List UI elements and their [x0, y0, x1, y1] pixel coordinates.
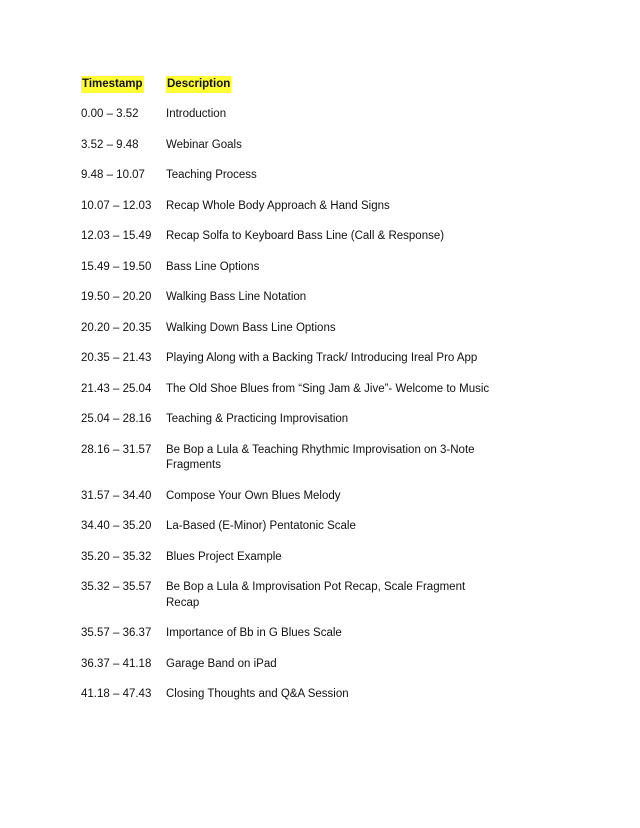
timestamp-table — [81, 107, 581, 718]
timestamp-cell: 36.37 – 41.18 — [81, 657, 152, 670]
description-cell: Be Bop a Lula & Teaching Rhythmic Improvisation on 3-Note Fragments — [166, 443, 475, 471]
description-cell: Be Bop a Lula & Improvisation Pot Recap, Scale Fragment Recap — [166, 581, 466, 609]
description-cell: Bass Line Options — [166, 260, 260, 273]
timestamp-cell: 41.18 – 47.43 — [81, 688, 152, 700]
description-cell: Introduction — [166, 108, 227, 120]
description-header-cell — [166, 76, 231, 93]
timestamp-cell: 21.43 – 25.04 — [81, 382, 152, 395]
timestamp-cell: 0.00 – 3.52 — [81, 108, 139, 120]
timestamp-header: Timestamp — [81, 76, 144, 93]
timestamp-cell: 12.03 – 15.49 — [81, 230, 152, 242]
timestamp-cell: 19.50 – 20.20 — [81, 291, 152, 303]
description-cell: Walking Bass Line Notation — [166, 291, 307, 303]
table-row — [81, 260, 581, 276]
table-row — [81, 138, 581, 154]
description-cell: Recap Whole Body Approach & Hand Signs — [166, 199, 390, 212]
description-header: Description — [166, 76, 231, 93]
description-cell: Compose Your Own Blues Melody — [166, 489, 341, 502]
table-row — [81, 199, 581, 215]
timestamp-cell: 31.57 – 34.40 — [81, 489, 152, 502]
timestamp-cell: 9.48 – 10.07 — [81, 169, 145, 181]
timestamp-header-cell — [81, 76, 166, 93]
timestamp-cell: 28.16 – 31.57 — [81, 443, 152, 456]
table-row — [81, 550, 581, 566]
table-row — [81, 519, 581, 535]
timestamp-cell: 35.57 – 36.37 — [81, 627, 152, 639]
timestamp-cell: 3.52 – 9.48 — [81, 138, 139, 151]
description-cell: Playing Along with a Backing Track/ Introducing Ireal Pro App — [166, 352, 478, 364]
description-cell: Recap Solfa to Keyboard Bass Line (Call & Response) — [166, 230, 445, 242]
table-row — [81, 107, 581, 123]
description-cell: The Old Shoe Blues from “Sing Jam & Jive”- Welcome to Music — [166, 382, 490, 395]
description-cell: Garage Band on iPad — [166, 657, 277, 670]
table-row — [81, 290, 581, 306]
description-cell: Importance of Bb in G Blues Scale — [166, 627, 342, 639]
table-row — [81, 687, 581, 703]
timestamp-cell: 35.20 – 35.32 — [81, 550, 152, 563]
table-header — [81, 76, 231, 93]
table-row — [81, 412, 581, 428]
table-row — [81, 382, 581, 398]
description-cell: La-Based (E-Minor) Pentatonic Scale — [166, 520, 356, 532]
description-cell: Teaching & Practicing Improvisation — [166, 413, 349, 425]
timestamp-cell: 35.32 – 35.57 — [81, 581, 152, 593]
description-cell: Teaching Process — [166, 169, 257, 181]
description-cell: Closing Thoughts and Q&A Session — [166, 688, 349, 700]
table-row — [81, 168, 581, 184]
description-cell: Webinar Goals — [166, 138, 242, 151]
timestamp-cell: 20.35 – 21.43 — [81, 352, 152, 364]
table-row — [81, 443, 581, 474]
timestamp-cell: 10.07 – 12.03 — [81, 199, 152, 212]
table-row — [81, 580, 581, 611]
timestamp-cell: 15.49 – 19.50 — [81, 260, 152, 273]
description-cell: Blues Project Example — [166, 550, 282, 563]
table-row — [81, 657, 581, 673]
table-row — [81, 321, 581, 337]
table-row — [81, 351, 581, 367]
table-row — [81, 229, 581, 245]
description-cell: Walking Down Bass Line Options — [166, 321, 336, 334]
timestamp-cell: 25.04 – 28.16 — [81, 413, 152, 425]
table-row — [81, 489, 581, 505]
timestamp-cell: 34.40 – 35.20 — [81, 520, 152, 532]
table-row — [81, 626, 581, 642]
timestamp-cell: 20.20 – 20.35 — [81, 321, 152, 334]
